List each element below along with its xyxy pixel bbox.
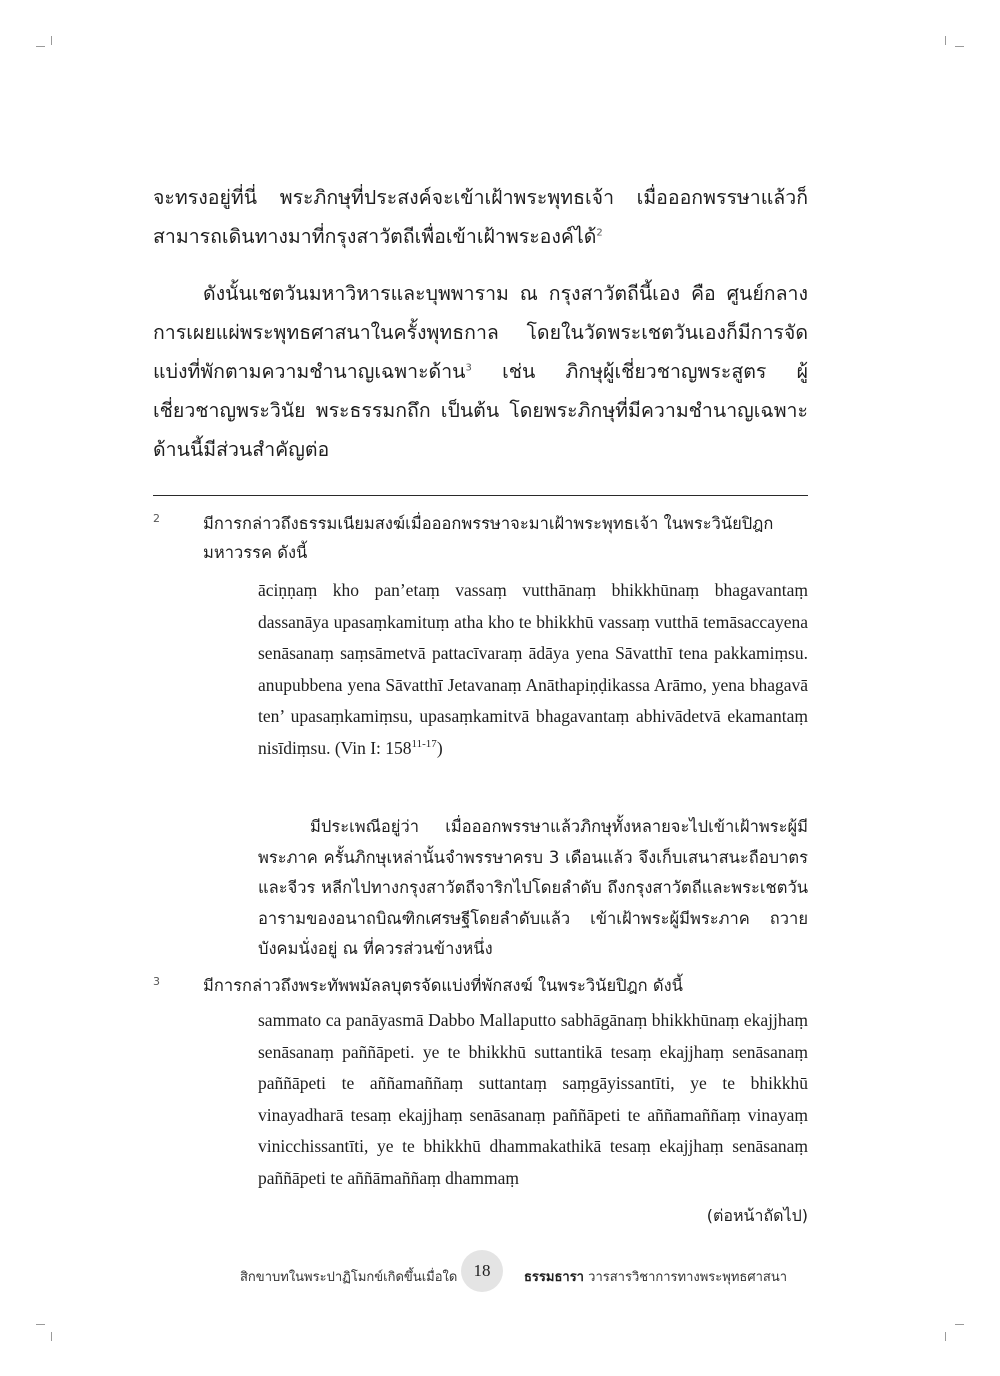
crop-mark	[51, 1332, 52, 1341]
footnote-ref-2[interactable]: 2	[596, 227, 603, 239]
footnote-3-intro: มีการกล่าวถึงพระทัพพมัลลบุตรจัดแบ่งที่พักสงฆ์ ในพระวินัยปิฎก ดังนี้	[203, 976, 683, 995]
journal-name: ธรรมธารา	[524, 1270, 584, 1285]
footnote-3-pali-quote: sammato ca panāyasmā Dabbo Mallaputto sabhāgānaṃ bhikkhūnaṃ ekajjhaṃ senāsanaṃ paññāpeti. ye te bhikkhū suttantikā tesaṃ ekajjhaṃ senāsanaṃ paññāpeti te aññamaññaṃ suttantaṃ saṃgāyissantīti, ye te bhikkhū vinayadharā tesaṃ ekajjhaṃ senāsanaṃ paññāpeti te aññamaññaṃ vinayaṃ vinicchissantīti, ye te bhikkhū dhammakathikā tesaṃ ekajjhaṃ senāsanaṃ paññāpeti te aññāmaññaṃ dhammaṃ	[258, 1010, 808, 1188]
crop-mark	[955, 46, 964, 47]
footnote-number-2: 2	[153, 512, 160, 525]
footer-journal	[524, 1266, 787, 1287]
body-paragraph-1: จะทรงอยู่ที่นี่ พระภิกษุที่ประสงค์จะเข้าเฝ้าพระพุทธเจ้า เมื่อออกพรรษาแล้วก็สามารถเดินทางมาที่กรุงสาวัตถีเพื่อเข้าเฝ้าพระองค์ได้$^2$	[153, 186, 808, 248]
footnote-separator	[153, 495, 808, 496]
footer-article-title: สิกขาบทในพระปาฏิโมกข์เกิดขึ้นเมื่อใด	[240, 1270, 458, 1285]
page-number: 18	[461, 1250, 503, 1292]
continued-note: (ต่อหน้าถัดไป)	[706, 1206, 808, 1225]
footnote-ref-3[interactable]: 3	[465, 362, 472, 374]
footnote-number-3: 3	[153, 975, 160, 988]
crop-mark	[36, 46, 45, 47]
crop-mark	[36, 1324, 45, 1325]
footnote-2-pali-quote: āciṇṇaṃ kho pan’etaṃ vassaṃ vutthānaṃ bhikkhūnaṃ bhagavantaṃ dassanāya upasaṃkamituṃ atha kho te bhikkhū vassaṃ vutthā temāsaccayena senāsanaṃ saṃsāmetvā pattacīvaraṃ ādāya yena Sāvatthī tena pakkamiṃsu. anupubbena yena Sāvatthī Jetavanaṃ Anāthapiṇḍikassa Arāmo, yena bhagavā ten’ upasaṃkamiṃsu, upasaṃkamitvā bhagavantaṃ abhivādetvā ekamantaṃ nisīdiṃsu. (Vin I: 158$^{11-17}$)	[258, 580, 808, 758]
crop-mark	[945, 1332, 946, 1341]
body-paragraph-2: ดังนั้นเชตวันมหาวิหารและบุพพาราม ณ กรุงสาวัตถีนี้เอง คือ ศูนย์กลางการเผยแผ่พระพุทธศาสนาในครั้งพุทธกาล โดยในวัดพระเชตวันเองก็มีการจัดแบ่งที่พักตามความชำนาญเฉพาะด้าน$^3$ เช่น ภิกษุผู้เชี่ยวชาญพระสูตร ผู้เชี่ยวชาญพระวินัย พระธรรมกถึก เป็นต้น โดยพระภิกษุที่มีความชำนาญเฉพาะด้านนี้มีส่วนสำคัญต่อ	[153, 282, 808, 461]
crop-mark	[51, 36, 52, 45]
journal-subtitle: วารสารวิชาการทางพระพุทธศาสนา	[588, 1270, 788, 1285]
citation-lines: 11-17	[411, 737, 437, 750]
footnote-2-intro: มีการกล่าวถึงธรรมเนียมสงฆ์เมื่อออกพรรษาจะมาเฝ้าพระพุทธเจ้า ในพระวินัยปิฎก มหาวรรค ดังนี้	[203, 514, 774, 562]
footnote-2-translation: มีประเพณีอยู่ว่า เมื่อออกพรรษาแล้วภิกษุทั้งหลายจะไปเข้าเฝ้าพระผู้มีพระภาค ครั้นภิกษุเหล่านั้นจำพรรษาครบ 3 เดือนแล้ว จึงเก็บเสนาสนะถือบาตรและจีวร หลีกไปทางกรุงสาวัตถีจาริกไปโดยลำดับ ถึงกรุงสาวัตถีและพระเชตวันอารามของอนาถบิณฑิกเศรษฐีโดยลำดับแล้ว เข้าเฝ้าพระผู้มีพระภาค ถวายบังคมนั่งอยู่ ณ ที่ควรส่วนข้างหนึ่ง	[258, 817, 808, 958]
crop-mark	[945, 36, 946, 45]
crop-mark	[955, 1324, 964, 1325]
